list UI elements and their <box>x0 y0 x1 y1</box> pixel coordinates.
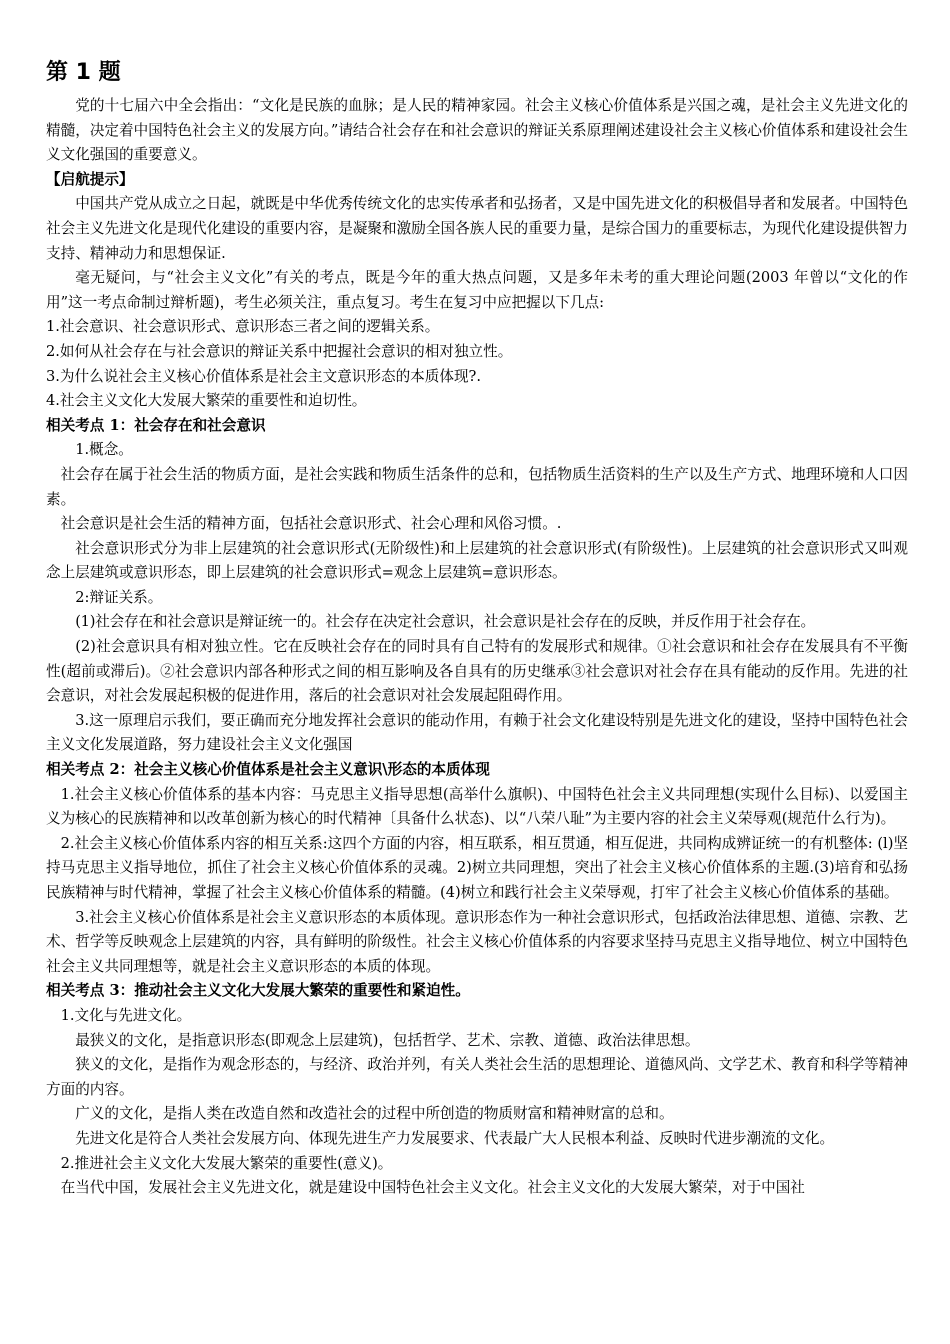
subheading: 2.推进社会主义文化大发展大繁荣的重要性(意义)。 <box>60 1154 393 1172</box>
body-paragraph: 狭义的文化，是指作为观念形态的，与经济、政治并列，有关人类社会生活的思想理论、道德风尚、文学艺术、教育和科学等精神方面的内容。 <box>46 1056 908 1098</box>
body-paragraph: 最狭义的文化，是指意识形态(即观念上层建筑)，包括哲学、艺术、宗教、道德、政治法律思想。 <box>75 1031 700 1049</box>
subheading: 1.文化与先进文化。 <box>60 1006 192 1024</box>
document-page <box>46 56 908 1201</box>
body-paragraph: 先进文化是符合人类社会发展方向、体现先进生产力发展要求、代表最广大人民根本利益、反映时代进步潮流的文化。 <box>75 1129 835 1147</box>
body-paragraph: 广义的文化，是指人类在改造自然和改造社会的过程中所创造的物质财富和精神财富的总和。 <box>75 1105 674 1123</box>
body-paragraph: 在当代中国，发展社会主义先进文化，就是建设中国特色社会主义文化。社会主义文化的大发展大繁荣，对于中国社 <box>60 1179 805 1197</box>
body-paragraph: (2)社会意识具有相对独立性。它在反映社会存在的同时具有自己特有的发展形式和规律。①社会意识和社会存在发展具有不平衡性(超前或滞后)。②社会意识内部各种形式之间的相互影响及各自具有的历史继承③社会意识对社会存在具有能动的反作用。先进的社会意识，对社会发展起积极的促进作用，落后的社会意识对社会发展起阻碍作用。 <box>46 638 908 705</box>
question-paragraph: 党的十七届六中全会指出：“文化是民族的血脉；是人民的精神家园。社会主义核心价值体系是兴国之魂，是社会主义先进文化的精髓，决定着中国特色社会主义的发展方向。”请结合社会存在和社会意识的辩证关系原理阐述建设社会主义核心价值体系和建设社会生义文化强国的重要意义。 <box>46 97 908 164</box>
body-paragraph: 社会意识形式分为非上层建筑的社会意识形式(无阶级性)和上层建筑的社会意识形式(有阶级性)。上层建筑的社会意识形式又叫观念上层建筑或意识形态，即上层建筑的社会意识形式=观念上层建筑=意识形态。 <box>46 539 908 582</box>
body-paragraph: 毫无疑问，与“社会主义文化”有关的考点，既是今年的重大热点问题，又是多年未考的重大理论问题(2003 年曾以“文化的作用”这一考点命制过辩析题)，考生必须关注，重点复习。考生在复习中应把握以下几点: <box>46 269 908 311</box>
list-item: 3.为什么说社会主义核心价值体系是社会主文意识形态的本质体现?. <box>46 367 482 385</box>
list-item: 1.社会意识、社会意识形式、意识形态三者之间的逻辑关系。 <box>46 318 440 336</box>
body-paragraph: 1.社会主义核心价值体系的基本内容：马克思主义指导思想(高举什么旗帜)、中国特色社会主义共同理想(实现什么目标)、以爱国主义为核心的民族精神和以改革创新为核心的时代精神〔具备什么状态)、以“八荣八耻”为主要内容的社会主义荣辱观(规范什么行为)。 <box>46 785 909 828</box>
body-paragraph: 社会存在属于社会生活的物质方面，是社会实践和物质生活条件的总和，包括物质生活资料的生产以及生产方式、地理环境和人口因素。 <box>46 465 908 508</box>
list-item: 4.社会主义文化大发展大繁荣的重要性和迫切性。 <box>46 392 367 410</box>
subheading: 2:辩证关系。 <box>75 588 163 606</box>
section-heading-hint: 【启航提示】 <box>46 170 134 188</box>
list-item: 2.如何从社会存在与社会意识的辩证关系中把握社会意识的相对独立性。 <box>46 342 513 360</box>
body-paragraph: 社会意识是社会生活的精神方面，包括社会意识形式、社会心理和风俗习惯。. <box>60 515 562 533</box>
section-heading-topic-3: 相关考点 3：推动社会主义文化大发展大繁荣的重要性和紧迫性。 <box>46 982 470 1000</box>
body-paragraph: (1)社会存在和社会意识是辩证统一的。社会存在决定社会意识，社会意识是社会存在的反映，并反作用于社会存在。 <box>75 613 815 631</box>
subheading: 1.概念。 <box>75 441 133 459</box>
body-paragraph: 2.社会主义核心价值体系内容的相互关系:这四个方面的内容，相互联系，相互贯通，相互促进，共同构成辨证统一的有机整体: (l)坚持马克思主义指导地位，抓住了社会主义核心价值体系的灵魂。2)树立共同理想，突出了社会主义核心价值体系的主题.(3)培育和弘扬民族精神与时代精神，掌握了社会主义核心价值体系的精髓。(4)树立和践行社会主义荣辱观，打牢了社会主义核心价值体系的基础。 <box>46 834 908 901</box>
body-paragraph: 3.这一原理启示我们，要正确而充分地发挥社会意识的能动作用，有赖于社会文化建设特别是先进文化的建设，坚持中国特色社会主义文化发展道路，努力建设社会主义文化强国 <box>46 711 908 754</box>
section-heading-topic-1: 相关考点 1：社会存在和社会意识 <box>46 416 266 434</box>
section-heading-topic-2: 相关考点 2：社会主义核心价值体系是社会主义意识\形态的本质体现 <box>46 761 490 779</box>
body-paragraph: 中国共产党从成立之日起，就既是中华优秀传统文化的忠实传承者和弘扬者，又是中国先进文化的积极倡导者和发展者。中国特色社会主义先进文化是现代化建设的重要内容，是凝聚和激励全国各族人民的重要力量，是综合国力的重要标志，为现代化建设提供智力支持、精神动力和思想保证. <box>46 195 908 262</box>
body-paragraph: 3.社会主义核心价值体系是社会主义意识形态的本质体现。意识形态作为一种社会意识形式，包括政治法律思想、道德、宗教、艺术、哲学等反映观念上层建筑的内容，具有鲜明的阶级性。社会主义核心价值体系的内容要求坚持马克思主义指导地位、树立中国特色社会主义共同理想等，就是社会主义意识形态的本质的体现。 <box>46 908 908 975</box>
question-title: 第 1 题 <box>46 60 121 85</box>
